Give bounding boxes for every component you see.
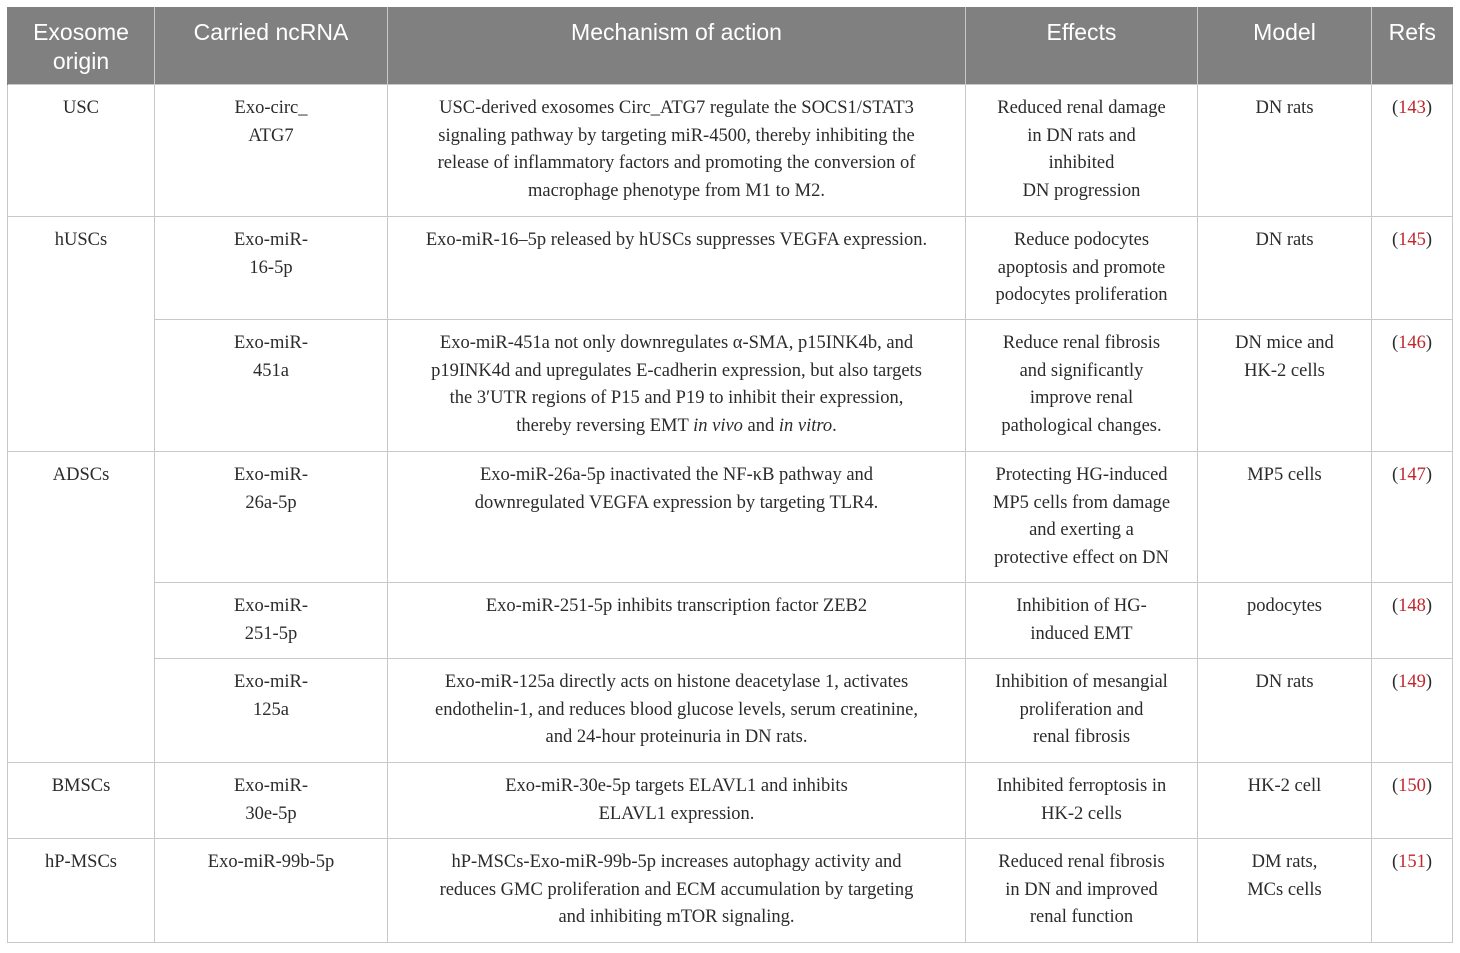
model-cell: MP5 cells xyxy=(1198,452,1372,583)
table-row xyxy=(8,839,1453,943)
ncrna-cell: Exo-circ_ ATG7 xyxy=(155,85,388,217)
header-model: Model xyxy=(1198,7,1372,85)
mechanism-cell: Exo-miR-26a-5p inactivated the NF-κB pathway and downregulated VEGFA expression by targeting TLR4. xyxy=(388,452,966,583)
model-cell: podocytes xyxy=(1198,583,1372,659)
ref-cell: (151) xyxy=(1372,839,1453,943)
ncrna-cell: Exo-miR-99b-5p xyxy=(155,839,388,943)
ref-cell: (148) xyxy=(1372,583,1453,659)
table-row xyxy=(8,659,1453,763)
origin-cell: hP-MSCs xyxy=(8,839,155,943)
origin-cell: ADSCs xyxy=(8,452,155,763)
ref-link[interactable]: 147 xyxy=(1398,465,1426,485)
origin-cell: hUSCs xyxy=(8,217,155,452)
ref-link[interactable]: 145 xyxy=(1398,230,1426,250)
header-row xyxy=(8,7,1453,85)
model-cell: DN mice and HK-2 cells xyxy=(1198,320,1372,452)
effects-cell: Reduced renal fibrosis in DN and improved renal function xyxy=(966,839,1198,943)
mechanism-cell: Exo-miR-16–5p released by hUSCs suppresses VEGFA expression. xyxy=(388,217,966,320)
ref-link[interactable]: 148 xyxy=(1398,596,1426,616)
ncrna-cell: Exo-miR- 251-5p xyxy=(155,583,388,659)
origin-cell: BMSCs xyxy=(8,763,155,839)
table-row xyxy=(8,452,1453,583)
mechanism-cell: Exo-miR-451a not only downregulates α-SMA, p15INK4b, and p19INK4d and upregulates E-cadherin expression, but also targets the 3′UTR regions of P15 and P19 to inhibit their expression, thereby reversing EMT in vivo and in vitro. xyxy=(388,320,966,452)
model-cell: DN rats xyxy=(1198,659,1372,763)
effects-cell: Reduce renal fibrosis and significantly improve renal pathological changes. xyxy=(966,320,1198,452)
table-row xyxy=(8,217,1453,320)
effects-cell: Inhibited ferroptosis in HK-2 cells xyxy=(966,763,1198,839)
ncrna-cell: Exo-miR- 26a-5p xyxy=(155,452,388,583)
effects-cell: Inhibition of HG- induced EMT xyxy=(966,583,1198,659)
mechanism-cell: Exo-miR-125a directly acts on histone deacetylase 1, activates endothelin-1, and reduces blood glucose levels, serum creatinine, and 24-hour proteinuria in DN rats. xyxy=(388,659,966,763)
effects-cell: Inhibition of mesangial proliferation and renal fibrosis xyxy=(966,659,1198,763)
ncrna-cell: Exo-miR- 125a xyxy=(155,659,388,763)
mechanism-cell: hP-MSCs-Exo-miR-99b-5p increases autophagy activity and reduces GMC proliferation and ECM accumulation by targeting and inhibiting mTOR signaling. xyxy=(388,839,966,943)
ref-link[interactable]: 149 xyxy=(1398,672,1426,692)
mechanism-cell: Exo-miR-251-5p inhibits transcription factor ZEB2 xyxy=(388,583,966,659)
table-row xyxy=(8,85,1453,217)
model-cell: HK-2 cell xyxy=(1198,763,1372,839)
ref-link[interactable]: 146 xyxy=(1398,333,1426,353)
ref-link[interactable]: 150 xyxy=(1398,776,1426,796)
ref-cell: (150) xyxy=(1372,763,1453,839)
ncrna-cell: Exo-miR- 451a xyxy=(155,320,388,452)
header-effects: Effects xyxy=(966,7,1198,85)
table-row xyxy=(8,583,1453,659)
ref-link[interactable]: 143 xyxy=(1398,98,1426,118)
ncrna-cell: Exo-miR- 16-5p xyxy=(155,217,388,320)
model-cell: DM rats, MCs cells xyxy=(1198,839,1372,943)
header-mechanism: Mechanism of action xyxy=(388,7,966,85)
mechanism-cell: USC-derived exosomes Circ_ATG7 regulate the SOCS1/STAT3 signaling pathway by targeting miR-4500, thereby inhibiting the release of inflammatory factors and promoting the conversion of macrophage phenotype from M1 to M2. xyxy=(388,85,966,217)
ref-cell: (147) xyxy=(1372,452,1453,583)
model-cell: DN rats xyxy=(1198,85,1372,217)
model-cell: DN rats xyxy=(1198,217,1372,320)
table-row xyxy=(8,763,1453,839)
header-exosome-origin: Exosome origin xyxy=(8,7,155,85)
ncrna-cell: Exo-miR- 30e-5p xyxy=(155,763,388,839)
ref-cell: (149) xyxy=(1372,659,1453,763)
ref-link[interactable]: 151 xyxy=(1398,852,1426,872)
table-row xyxy=(8,320,1453,452)
mechanism-cell: Exo-miR-30e-5p targets ELAVL1 and inhibits ELAVL1 expression. xyxy=(388,763,966,839)
origin-cell: USC xyxy=(8,85,155,217)
header-refs: Refs xyxy=(1372,7,1453,85)
effects-cell: Reduced renal damage in DN rats and inhibited DN progression xyxy=(966,85,1198,217)
exosome-ncrna-table xyxy=(7,7,1453,943)
ref-cell: (146) xyxy=(1372,320,1453,452)
ref-cell: (143) xyxy=(1372,85,1453,217)
effects-cell: Protecting HG-induced MP5 cells from damage and exerting a protective effect on DN xyxy=(966,452,1198,583)
header-carried-ncrna: Carried ncRNA xyxy=(155,7,388,85)
effects-cell: Reduce podocytes apoptosis and promote podocytes proliferation xyxy=(966,217,1198,320)
ref-cell: (145) xyxy=(1372,217,1453,320)
